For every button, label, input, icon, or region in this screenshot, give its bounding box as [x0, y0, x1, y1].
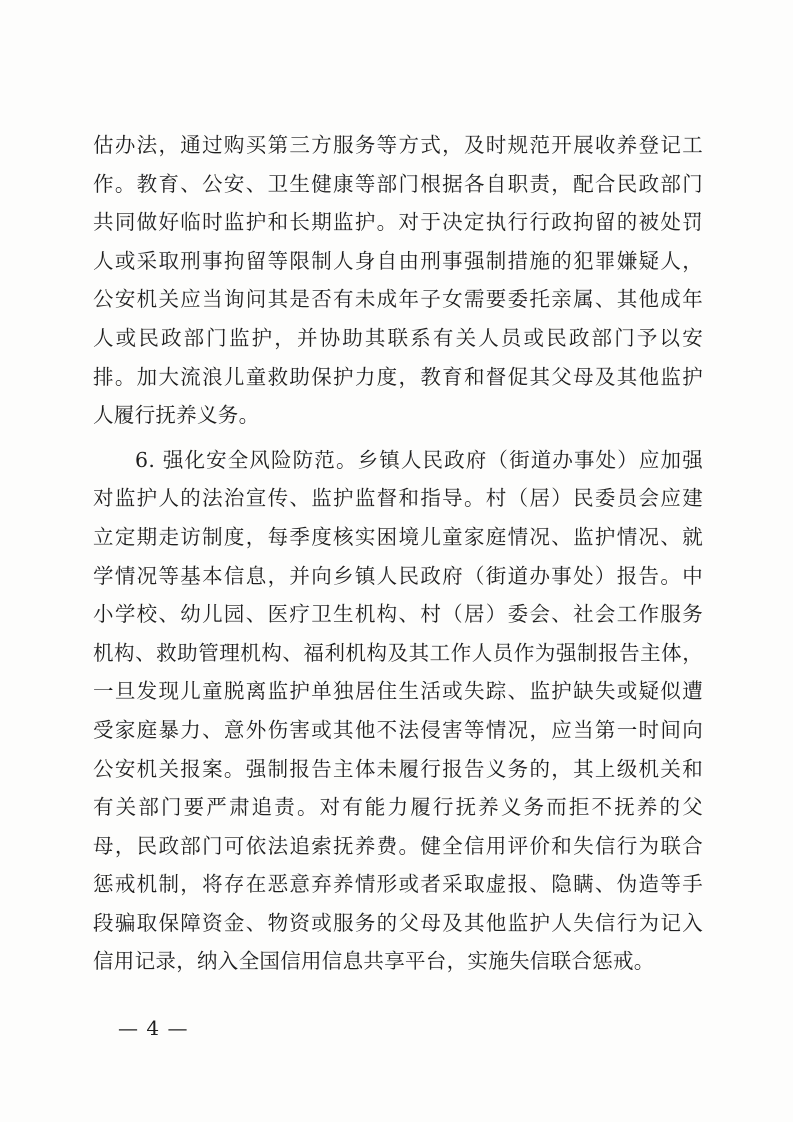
paragraph-1-line: 公安机关应当询问其是否有未成年子女需要委托亲属、其他成年: [93, 287, 703, 312]
paragraph-2-line: 一旦发现儿童脱离监护单独居住生活或失踪、监护缺失或疑似遭: [93, 679, 703, 704]
paragraph-2-line: 立定期走访制度，每季度核实困境儿童家庭情况、监护情况、就: [93, 524, 703, 549]
paragraph-2-line: 机构、救助管理机构、福利机构及其工作人员作为强制报告主体，: [93, 640, 703, 665]
paragraph-1-line: 人或民政部门监护，并协助其联系有关人员或民政部门予以安: [93, 325, 703, 350]
page-number: — 4 —: [118, 1016, 189, 1040]
paragraph-1-line: 作。教育、公安、卫生健康等部门根据各自职责，配合民政部门: [93, 171, 703, 196]
document-body: [93, 126, 703, 981]
paragraph-2-line: 段骗取保障资金、物资或服务的父母及其他监护人失信行为记入: [93, 910, 703, 935]
paragraph-2-line: 小学校、幼儿园、医疗卫生机构、村（居）委会、社会工作服务: [93, 602, 703, 627]
paragraph-2-line: 惩戒机制，将存在恶意弃养情形或者采取虚报、隐瞒、伪造等手: [93, 872, 703, 897]
paragraph-2-line: 公安机关报案。强制报告主体未履行报告义务的，其上级机关和: [93, 756, 703, 781]
paragraph-2-first-line: 6. 强化安全风险防范。乡镇人民政府（街道办事处）应加强: [135, 447, 703, 472]
paragraph-2-line: 信用记录，纳入全国信用信息共享平台，实施失信联合惩戒。: [93, 949, 655, 974]
paragraph-1-line: 人或采取刑事拘留等限制人身自由刑事强制措施的犯罪嫌疑人，: [93, 248, 703, 273]
paragraph-2-line: 有关部门要严肃追责。对有能力履行抚养义务而拒不抚养的父: [93, 795, 703, 820]
paragraph-1-line: 排。加大流浪儿童救助保护力度，教育和督促其父母及其他监护: [93, 364, 703, 389]
paragraph-2-line: 学情况等基本信息，并向乡镇人民政府（街道办事处）报告。中: [93, 563, 703, 588]
paragraph-2-line: 母，民政部门可依法追索抚养费。健全信用评价和失信行为联合: [93, 833, 703, 858]
paragraph-1-line: 估办法，通过购买第三方服务等方式，及时规范开展收养登记工: [93, 133, 703, 157]
paragraph-1-line: 人履行抚养义务。: [93, 403, 260, 428]
paragraph-1: [93, 126, 703, 435]
paragraph-2-line: 对监护人的法治宣传、监护监督和指导。村（居）民委员会应建: [93, 486, 703, 511]
paragraph-1-line: 共同做好临时监护和长期监护。对于决定执行行政拘留的被处罚: [93, 210, 703, 235]
paragraph-2-line: 受家庭暴力、意外伤害或其他不法侵害等情况，应当第一时间向: [93, 717, 703, 742]
paragraph-2: [93, 441, 703, 981]
